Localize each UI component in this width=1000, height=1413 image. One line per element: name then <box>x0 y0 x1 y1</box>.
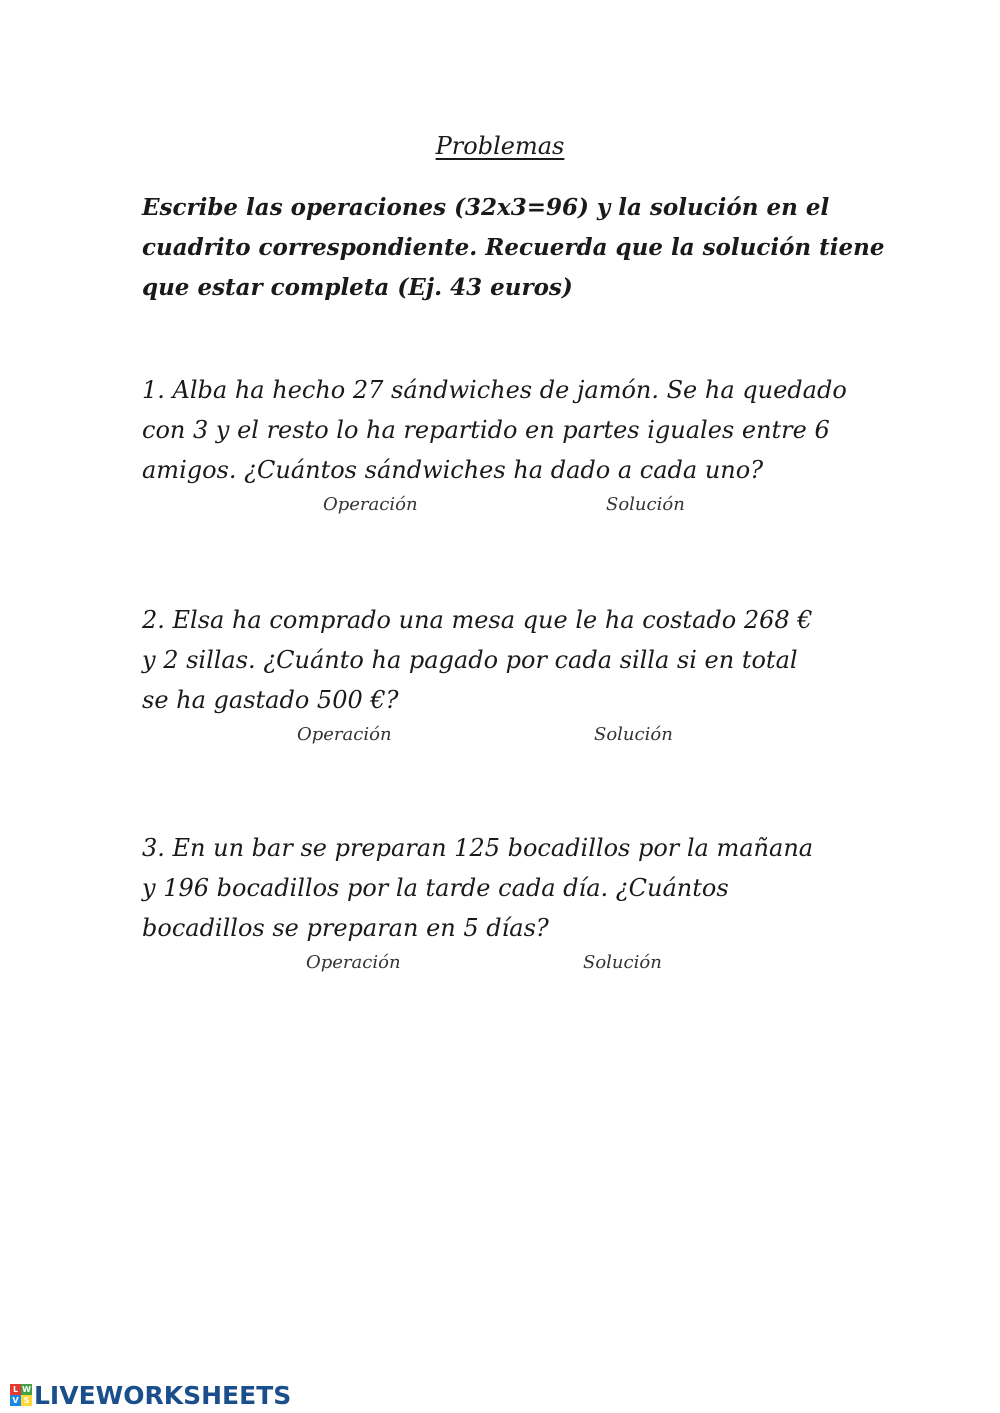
problem-3 <box>142 828 862 948</box>
logo-text: LIVEWORKSHEETS <box>34 1380 292 1410</box>
problem-2 <box>142 600 862 720</box>
problem-line: amigos. ¿Cuántos sándwiches ha dado a cada uno? <box>142 456 764 484</box>
operation-label-2: Operación <box>297 724 392 745</box>
problem-line: y 196 bocadillos por la tarde cada día. ¿Cuántos <box>142 874 729 902</box>
instructions-line: que estar completa (Ej. 43 euros) <box>142 274 573 301</box>
solution-label-1: Solución <box>606 494 685 515</box>
problem-1 <box>142 370 862 490</box>
problem-line: 1. Alba ha hecho 27 sándwiches de jamón. Se ha quedado <box>142 376 847 404</box>
problem-line: se ha gastado 500 €? <box>142 686 399 714</box>
page-title: Problemas <box>435 132 565 160</box>
instructions-line: Escribe las operaciones (32x3=96) y la solución en el <box>142 194 830 221</box>
instructions-line: cuadrito correspondiente. Recuerda que la solución tiene <box>142 234 885 261</box>
badge-letter: L <box>10 1384 21 1395</box>
badge-letter: S <box>21 1395 32 1406</box>
problem-line: 3. En un bar se preparan 125 bocadillos por la mañana <box>142 834 814 862</box>
liveworksheets-logo <box>10 1380 291 1410</box>
instructions <box>142 188 885 308</box>
solution-label-2: Solución <box>594 724 673 745</box>
problem-line: con 3 y el resto lo ha repartido en partes iguales entre 6 <box>142 416 830 444</box>
problem-line: bocadillos se preparan en 5 días? <box>142 914 549 942</box>
operation-label-1: Operación <box>323 494 418 515</box>
solution-label-3: Solución <box>583 952 662 973</box>
badge-letter: W <box>22 1385 31 1394</box>
problem-line: 2. Elsa ha comprado una mesa que le ha costado 268 € <box>142 606 813 634</box>
logo-badge-icon <box>10 1384 32 1406</box>
problem-line: y 2 sillas. ¿Cuánto ha pagado por cada silla si en total <box>142 646 798 674</box>
operation-label-3: Operación <box>306 952 401 973</box>
badge-letter: V <box>10 1395 21 1406</box>
